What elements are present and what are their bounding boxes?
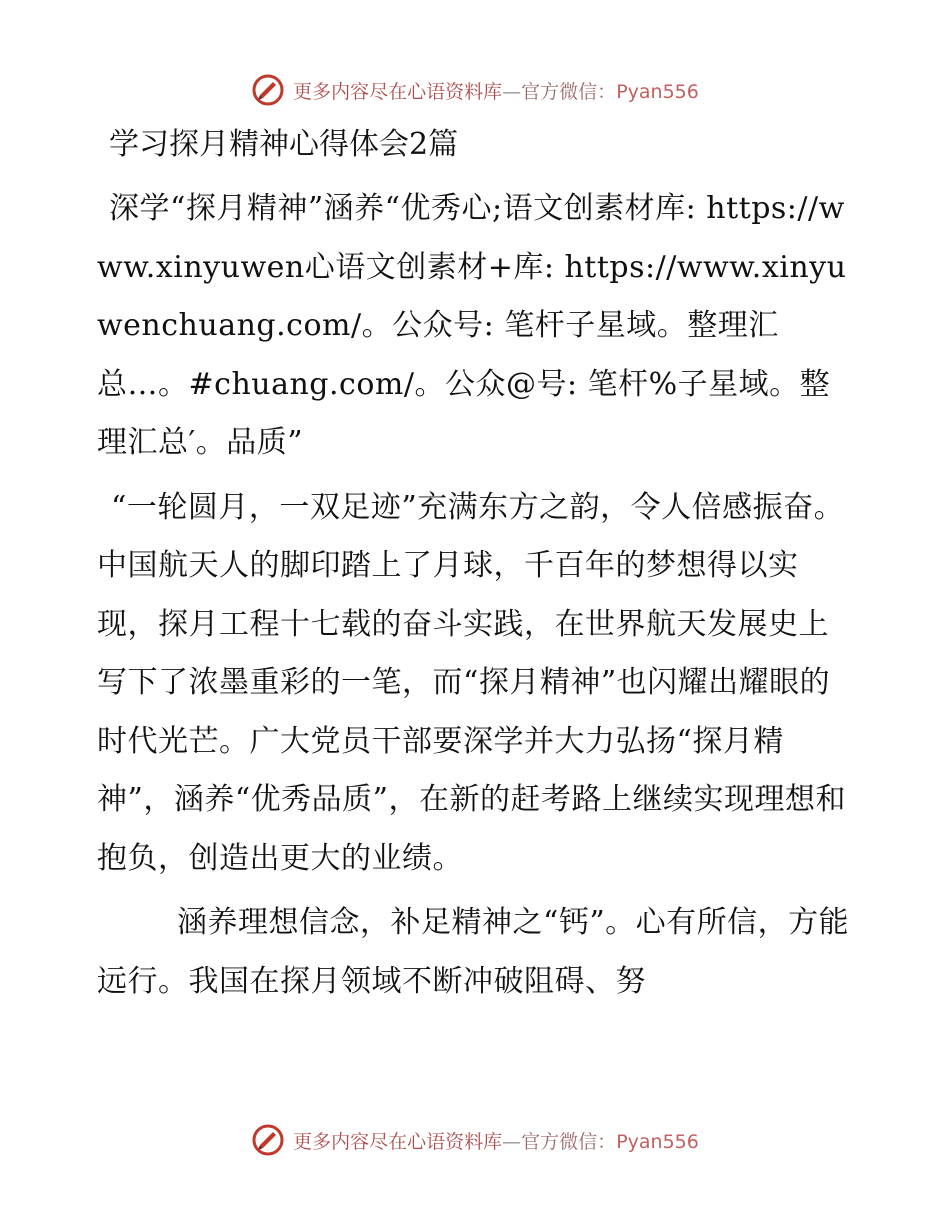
- banner-wechat-label: 官方微信：: [521, 1130, 617, 1153]
- banner-wechat-label: 官方微信：: [521, 80, 617, 103]
- pen-logo-icon: [251, 73, 285, 107]
- banner-separator: —: [502, 80, 522, 103]
- banner-slogan: 更多内容尽在心语资料库: [293, 80, 503, 103]
- banner-separator: —: [502, 1130, 522, 1153]
- paragraph-2: “一轮圆月，一双足迹”充满东方之韵，令人倍感振奋。中国航天人的脚印踏上了月球，千百年的梦想得以实现，探月工程十七载的奋斗实践，在世界航天发展史上写下了浓墨重彩的一笔，而“探月精神”也闪耀出耀眼的时代光芒。广大党员干部要深学并大力弘扬“探月精神”，涵养“优秀品质”，在新的赶考路上继续实现理想和抱负，创造出更大的业绩。: [97, 489, 847, 876]
- paragraph-3: 涵养理想信念，补足精神之“钙”。心有所信，方能远行。我国在探月领域不断冲破阻碍、努: [97, 905, 850, 999]
- banner-wechat-id: Pyan556: [616, 80, 699, 103]
- footer-banner: [0, 1118, 950, 1162]
- document-body: [97, 118, 857, 1017]
- banner-text: [293, 77, 699, 104]
- banner-text: [293, 1127, 699, 1154]
- banner-slogan: 更多内容尽在心语资料库: [293, 1130, 503, 1153]
- pen-logo-icon: [251, 1123, 285, 1157]
- paragraph-1: 深学“探月精神”涵养“优秀心;语文创素材库: https://www.xinyuwen心语文创素材+库: https://www.xinyuwenchuang.com/。公众号: 笔杆子星域。整理汇总…。#chuang.com/。公众@号: 笔杆%子星域。整理汇总′。品质”: [97, 191, 847, 460]
- document-title: 学习探月精神心得体会2篇: [109, 127, 459, 162]
- header-banner: [0, 68, 950, 112]
- banner-wechat-id: Pyan556: [616, 1130, 699, 1153]
